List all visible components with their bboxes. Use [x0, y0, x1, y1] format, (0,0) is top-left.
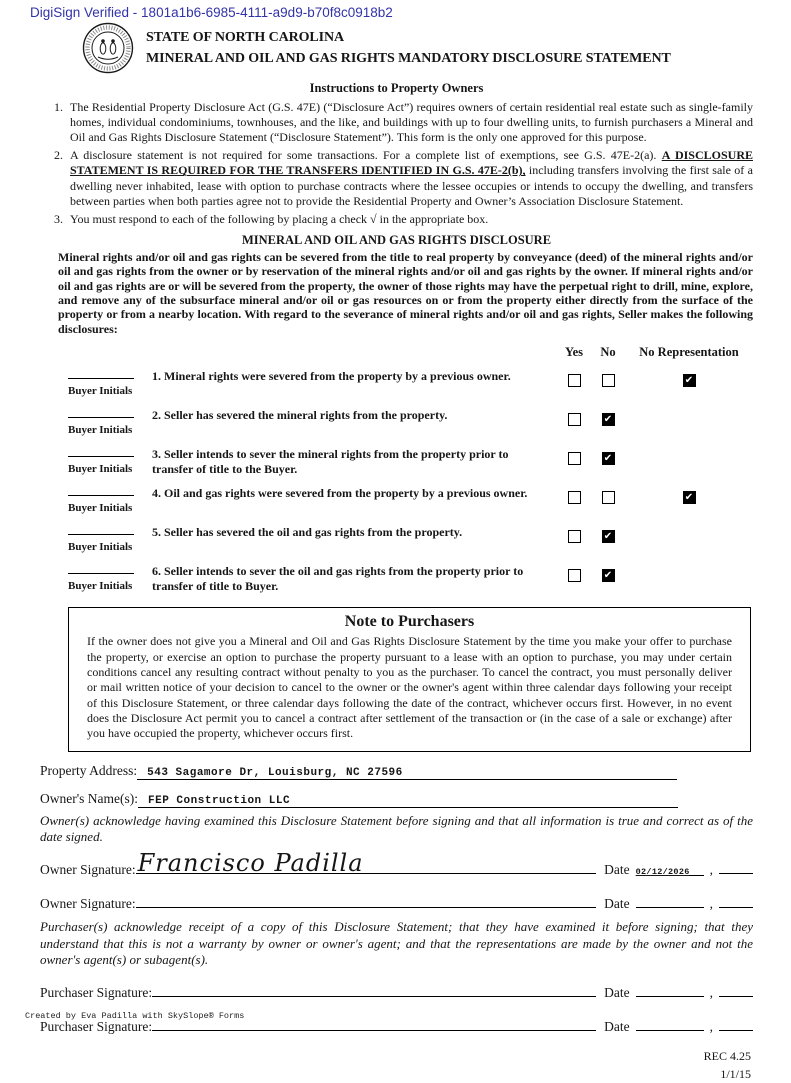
owners-names-row — [40, 791, 753, 808]
comma-separator: , — [709, 984, 713, 1000]
instructions-heading: Instructions to Property Owners — [309, 81, 484, 95]
form-name: MINERAL AND OIL AND GAS RIGHTS MANDATORY DISCLOSURE STATEMENT — [146, 51, 671, 66]
document-page — [0, 5, 791, 1083]
initials-blank-line[interactable] — [68, 456, 134, 459]
buyer-initials-field[interactable] — [68, 534, 142, 555]
buyer-initials-label: Buyer Initials — [68, 463, 133, 476]
property-address-label: Property Address: — [40, 762, 138, 778]
property-address-value: 543 Sagamore Dr, Louisburg, NC 27596 — [147, 766, 403, 779]
owners-names-value: FEP Construction LLC — [148, 794, 291, 807]
owner-signature-row-2 — [40, 890, 753, 914]
purchaser-signature-label: Purchaser Signature: — [40, 984, 153, 1000]
purchaser-signature-row-1 — [40, 979, 753, 1003]
checkbox-yes[interactable] — [568, 569, 581, 582]
disclosure-row-5 — [68, 525, 753, 555]
initials-blank-line[interactable] — [68, 495, 134, 498]
instruction-item-1 — [40, 100, 753, 145]
checkbox-no-representation[interactable]: ✔ — [683, 491, 696, 504]
purchaser-signature-field[interactable] — [152, 979, 596, 997]
no-column-header: No — [600, 345, 616, 360]
checkbox-no[interactable]: ✔ — [602, 530, 615, 543]
digisign-verified-banner: DigiSign Verified - 1801a1b6-6985-4111-a9d9-b70f8c0918b2 — [30, 5, 393, 20]
form-title-block — [146, 27, 671, 69]
buyer-initials-field[interactable] — [68, 378, 142, 399]
purchaser-signature-date-field[interactable] — [636, 983, 704, 997]
date-label: Date — [604, 861, 630, 877]
disclosure-paragraph: Mineral rights and/or oil and gas rights can be severed from the title to real property by conveyance (deed) of the mineral rights and/or oil and gas rights from the owner or by reservation of the mineral rights and/or oil and gas rights by the owner. If mineral rights and/or oil and gas rights are or will be severed from the property, the owner of those rights may have the perpetual right to drill, mine, explore, and remove any of the subsurface mineral and/or oil or gas resources on or from the property either directly from the surface of the property or from a nearby location. With regard to the severance of mineral rights and/or oil and gas rights, Seller makes the following disclosures: — [58, 249, 753, 336]
rec-number: REC 4.25 — [703, 1048, 751, 1063]
buyer-initials-field[interactable] — [68, 573, 142, 594]
buyer-initials-field[interactable] — [68, 495, 142, 516]
purchaser-signature-year-field[interactable] — [719, 983, 753, 997]
date-label: Date — [604, 895, 630, 911]
owners-names-label: Owner's Name(s): — [40, 790, 139, 806]
owner-signature-field[interactable] — [136, 848, 597, 877]
created-by-footer: Created by Eva Padilla with SkySlope® Forms — [25, 1011, 245, 1021]
comma-separator: , — [709, 895, 713, 911]
item2-emphasis: A DISCLOSURE STATEMENT IS REQUIRED FOR THE TRANSFERS IDENTIFIED IN G.S. 47E-2(b), — [70, 148, 753, 178]
disclosure-row-2 — [68, 408, 753, 438]
note-heading: Note to Purchasers — [344, 613, 475, 631]
nc-real-estate-commission-seal-icon — [82, 22, 134, 74]
disclosure-statement-text: 3. Seller intends to sever the mineral rights from the property prior to transfer of title to the Buyer. — [152, 447, 509, 477]
masthead — [82, 22, 791, 74]
disclosure-row-3 — [68, 447, 753, 477]
owner-signature-field[interactable] — [136, 890, 597, 908]
buyer-initials-label: Buyer Initials — [68, 385, 133, 398]
disclosure-statement-text: 4. Oil and gas rights were severed from the property by a previous owner. — [152, 486, 528, 501]
item-number: 1. — [54, 100, 63, 114]
initials-blank-line[interactable] — [68, 417, 134, 420]
checkbox-yes[interactable] — [568, 530, 581, 543]
item2-post: including transfers involving the first sale of a dwelling never inhabited, lease with option to purchase contracts where the lessee occupies or intends to occupy the dwelling, and transfers between parties when both parties agree not to provide the Residential Property and Owner’s Association Disclosure Statement. — [70, 163, 753, 208]
buyer-initials-label: Buyer Initials — [68, 541, 133, 554]
disclosure-row-4 — [68, 486, 753, 516]
disclosure-heading: MINERAL AND OIL AND GAS RIGHTS DISCLOSURE — [241, 232, 552, 247]
disclosure-row-1 — [68, 369, 753, 399]
item-number: 3. — [54, 211, 63, 226]
form-revision-block — [40, 1047, 753, 1083]
owner-signature-value: Francisco Padilla — [137, 848, 364, 877]
item-text: You must respond to each of the following by placing a check √ in the appropriate box. — [70, 211, 489, 226]
disclosure-row-6 — [68, 564, 753, 594]
initials-blank-line[interactable] — [68, 573, 134, 576]
state-title: STATE OF NORTH CAROLINA — [146, 30, 345, 45]
purchaser-acknowledgement: Purchaser(s) acknowledge receipt of a copy of this Disclosure Statement; that they have examined it before signing; that they understand that this is not a warranty by owner or owner's agent; and that the representations are made by the owner and not the owner's agent(s) or subagent(s). — [40, 918, 753, 968]
checkbox-yes[interactable] — [568, 452, 581, 465]
checkbox-yes[interactable] — [568, 491, 581, 504]
owner-signature-year-field[interactable] — [719, 860, 753, 874]
buyer-initials-field[interactable] — [68, 456, 142, 477]
yes-column-header: Yes — [564, 345, 584, 360]
date-label: Date — [604, 1018, 630, 1034]
checkbox-no-representation[interactable]: ✔ — [683, 374, 696, 387]
disclosure-statement-text: 2. Seller has severed the mineral rights from the property. — [152, 408, 448, 423]
instruction-item-2 — [40, 148, 753, 208]
owners-names-field[interactable] — [138, 791, 678, 808]
disclosure-rows — [68, 369, 753, 594]
owner-signature-date-value: 02/12/2026 — [635, 866, 690, 877]
item-text: The Residential Property Disclosure Act (G.S. 47E) (“Disclosure Act”) requires owners of certain residential real estate such as single-family homes, individual condominiums, townhouses, and the like, and buildings with up to four dwelling units, to furnish purchasers a Mineral and Oil and Gas Rights Disclosure Statement (“Disclosure Statement”). This form is the only one approved for this purpose. — [70, 100, 753, 145]
no-representation-column-header: No Representation — [639, 345, 739, 360]
owner-signature-year-field[interactable] — [719, 894, 753, 908]
buyer-initials-label: Buyer Initials — [68, 502, 133, 515]
instruction-item-3 — [40, 212, 753, 227]
property-address-row — [40, 763, 753, 780]
item-number: 2. — [54, 148, 63, 163]
note-to-purchasers-box — [68, 607, 751, 752]
owner-signature-label: Owner Signature: — [40, 861, 136, 877]
checkbox-no[interactable] — [602, 374, 615, 387]
checkbox-no[interactable]: ✔ — [602, 452, 615, 465]
checkbox-yes[interactable] — [568, 374, 581, 387]
disclosure-statement-text: 5. Seller has severed the oil and gas rights from the property. — [152, 525, 463, 540]
buyer-initials-field[interactable] — [68, 417, 142, 438]
comma-separator: , — [709, 1018, 713, 1034]
buyer-initials-label: Buyer Initials — [68, 580, 133, 593]
owner-acknowledgement: Owner(s) acknowledge having examined this Disclosure Statement before signing and that all information is true and correct as of the date signed. — [40, 812, 753, 845]
checkbox-no[interactable]: ✔ — [602, 413, 615, 426]
owner-signature-label: Owner Signature: — [40, 895, 136, 911]
answer-column-headers — [40, 345, 753, 360]
disclosure-statement-text: 1. Mineral rights were severed from the property by a previous owner. — [152, 369, 511, 384]
purchaser-signature-label: Purchaser Signature: — [40, 1018, 153, 1034]
owner-signature-date-field[interactable] — [636, 862, 704, 876]
comma-separator: , — [709, 861, 713, 877]
checkbox-yes[interactable] — [568, 413, 581, 426]
note-body: If the owner does not give you a Mineral and Oil and Gas Rights Disclosure Statement by the time you make your offer to purchase the property, or exercise an option to purchase the property pursuant to a lease with an option to purchase, you may under certain conditions cancel any resulting contract without penalty to you as the purchaser. To cancel the contract, you must personally deliver or mail written notice of your decision to cancel to the owner or the owner's agent within three calendar days following your receipt of this Disclosure Statement, or three calendar days following the date of the contract, whichever occurs first. However, in no event does the Disclosure Act permit you to cancel a contract after settlement of the transaction or (in the case of a sale or exchange) after you have occupied the property, whichever occurs first. — [87, 634, 732, 741]
disclosure-statement-text: 6. Seller intends to sever the oil and gas rights from the property prior to transfer of title to Buyer. — [152, 564, 524, 594]
checkbox-no[interactable] — [602, 491, 615, 504]
form-body — [40, 81, 753, 1083]
date-label: Date — [604, 984, 630, 1000]
initials-blank-line[interactable] — [68, 534, 134, 537]
buyer-initials-label: Buyer Initials — [68, 424, 133, 437]
revision-date: 1/1/15 — [720, 1066, 751, 1081]
checkbox-no[interactable]: ✔ — [602, 569, 615, 582]
property-address-field[interactable] — [137, 763, 677, 780]
item2-pre: A disclosure statement is not required for some transactions. For a complete list of exemptions, see G.S. 47E-2(a). — [70, 148, 662, 163]
item-text — [70, 148, 753, 208]
initials-blank-line[interactable] — [68, 378, 134, 381]
owner-signature-row-1 — [40, 848, 753, 880]
owner-signature-date-field[interactable] — [636, 894, 704, 908]
